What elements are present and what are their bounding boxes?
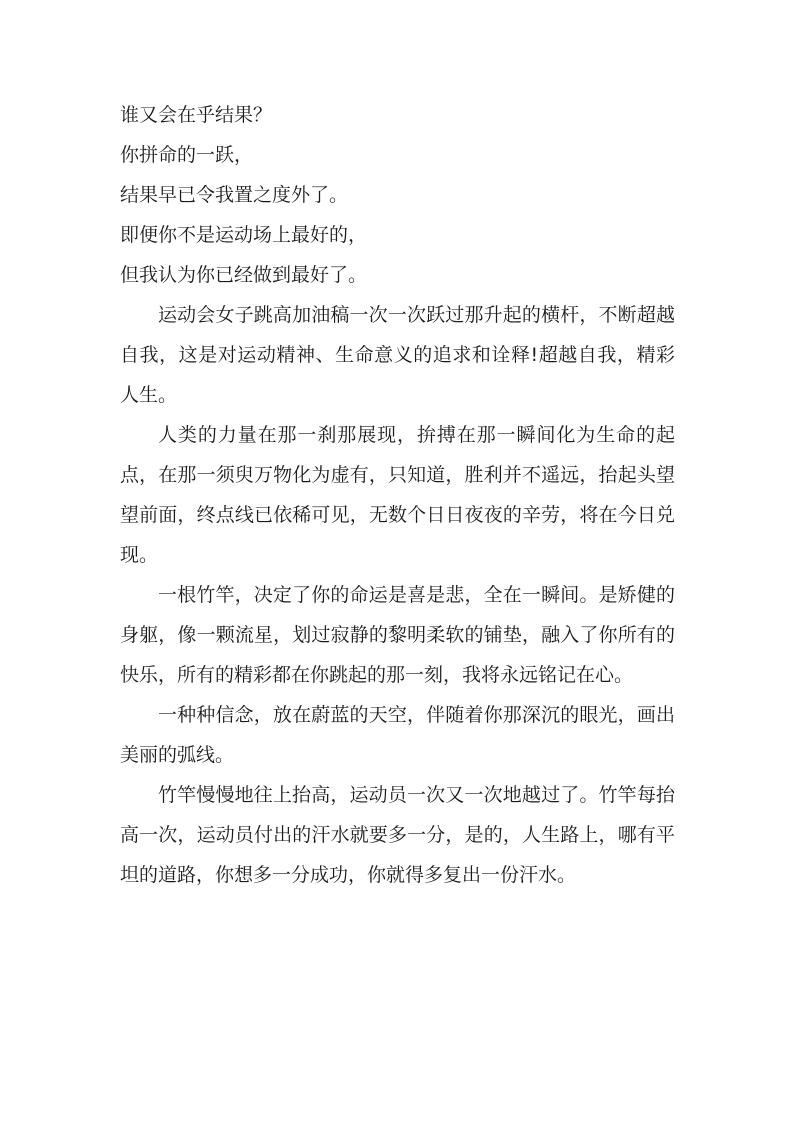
document-body — [120, 95, 675, 895]
poem-line: 结果早已令我置之度外了。 — [120, 184, 349, 206]
paragraph: 人类的力量在那一刹那展现，拚搏在那一瞬间化为生命的起点，在那一须臾万物化为虚有，只知道，胜利并不遥远，抬起头望望前面，终点线已依稀可见，无数个日日夜夜的辛劳，将在今日兑现。 — [120, 424, 675, 566]
paragraph: 一根竹竿，决定了你的命运是喜是悲，全在一瞬间。是矫健的身躯，像一颗流星，划过寂静的黎明柔软的铺垫，融入了你所有的快乐，所有的精彩都在你跳起的那一刻，我将永远铭记在心。 — [120, 584, 675, 686]
paragraph: 一种种信念，放在蔚蓝的天空，伴随着你那深沉的眼光，画出美丽的弧线。 — [120, 704, 675, 766]
poem-line: 谁又会在乎结果？ — [120, 104, 273, 126]
paragraph: 运动会女子跳高加油稿一次一次跃过那升起的横杆，不断超越自我，这是对运动精神、生命意义的追求和诠释!超越自我，精彩人生。 — [120, 304, 675, 406]
poem-line: 但我认为你已经做到最好了。 — [120, 264, 368, 286]
paragraph: 竹竿慢慢地往上抬高，运动员一次又一次地越过了。竹竿每抬高一次，运动员付出的汗水就要多一分，是的，人生路上，哪有平坦的道路，你想多一分成功，你就得多复出一份汗水。 — [120, 784, 675, 886]
poem-line: 即便你不是运动场上最好的， — [120, 224, 368, 246]
poem-line: 你拼命的一跃， — [120, 144, 254, 166]
